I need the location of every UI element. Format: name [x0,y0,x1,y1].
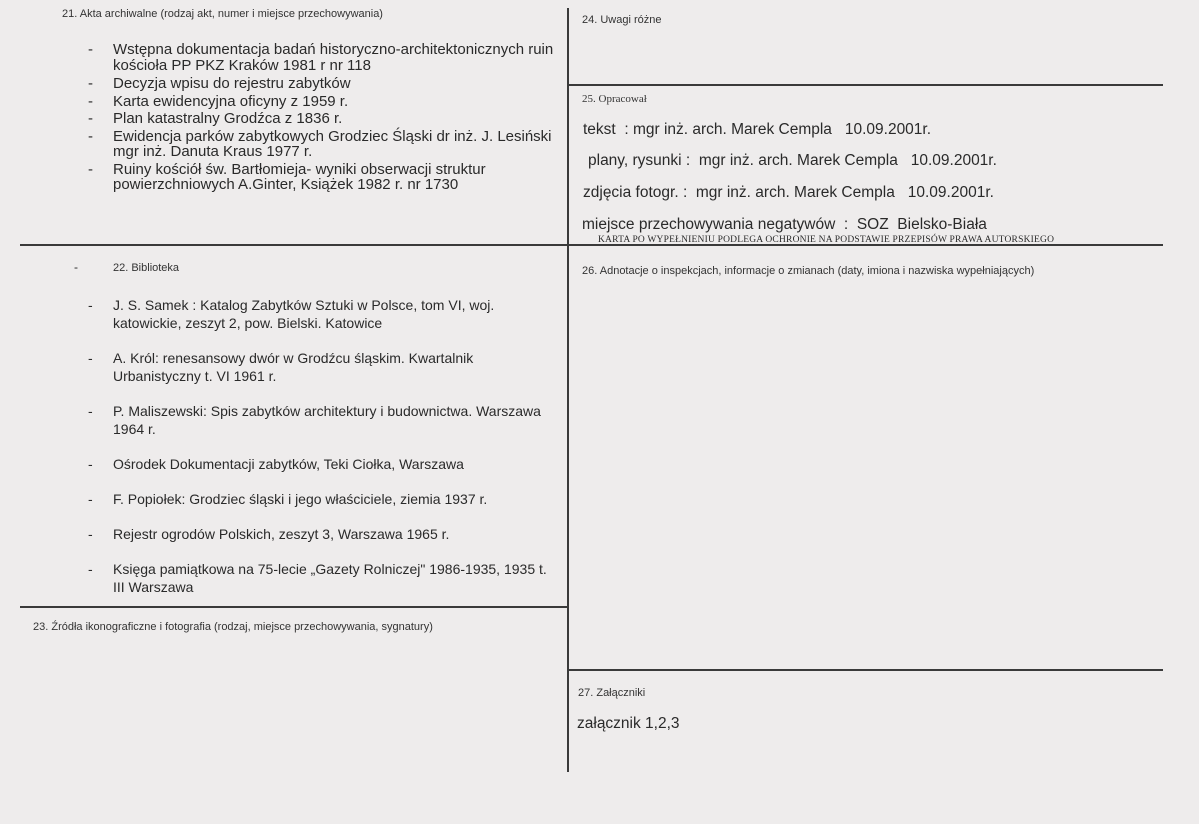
archive-list [88,42,558,195]
list-item: - Ośrodek Dokumentacji zabytków, Teki Ciołka, Warszawa [88,456,464,472]
list-item: - Księga pamiątkowa na 75-lecie „Gazety Rolniczej" 1986-1935, 1935 t. III Warszawa [88,561,547,595]
list-item: - Wstępna dokumentacja badań historyczno-architektonicznych ruin kościoła PP PKZ Kraków 1981 r nr 118 [88,41,554,74]
list-item: - F. Popiołek: Grodziec śląski i jego właściciele, ziemia 1937 r. [88,491,488,507]
negatives-storage-line: miejsce przechowywania negatywów : SOZ Bielsko-Biała [582,216,987,233]
attachments-value: załącznik 1,2,3 [577,715,680,732]
prepared-photos-line: zdjęcia fotogr. : mgr inż. arch. Marek Cempla 10.09.2001r. [583,184,994,201]
list-item: - J. S. Samek : Katalog Zabytków Sztuki w Polsce, tom VI, woj. katowickie, zeszyt 2, pow. Bielski. Katowice [88,297,495,331]
prepared-text-line: tekst : mgr inż. arch. Marek Cempla 10.09.2001r. [583,121,932,138]
library-section-title: 22. Biblioteka [113,262,180,274]
sources-section-title: 23. Źródła ikonograficzne i fotografia (rodzaj, miejsce przechowywania, sygnatury) [33,621,433,633]
list-item: - Karta ewidencyjna oficyny z 1959 r. [88,92,349,110]
prepared-plans-line: plany, rysunki : mgr inż. arch. Marek Cempla 10.09.2001r. [588,152,997,169]
inspections-section-title: 26. Adnotacje o inspekcjach, informacje o zmianach (daty, imiona i nazwiska wypełniających) [582,265,1035,277]
list-item: - Decyzja wpisu do rejestru zabytków [88,75,351,92]
list-item: - Plan katastralny Grodźca z 1836 r. [88,110,343,127]
center-divider [567,8,569,772]
list-item: - Ruiny kościół św. Bartłomieja- wyniki obserwacji struktur powierzchniowych A.Ginter, Książek 1982 r. nr 1730 [88,160,486,193]
list-item: - Ewidencja parków zabytkowych Grodziec Śląski dr inż. J. Lesiński mgr inż. Danuta Kraus 1977 r. [88,127,552,160]
list-item: - P. Maliszewski: Spis zabytków architektury i budownictwa. Warszawa 1964 r. [88,403,541,437]
list-item: - Rejestr ogrodów Polskich, zeszyt 3, Warszawa 1965 r. [88,526,450,542]
divider-top-right [569,84,1163,86]
divider-right-lower [569,669,1163,671]
copyright-note: KARTA PO WYPEŁNIENIU PODLEGA OCHRONIE NA PODSTAWIE PRZEPISÓW PRAWA AUTORSKIEGO [598,235,1055,245]
attachments-section-title: 27. Załączniki [578,687,646,699]
library-dash: - [74,260,78,274]
library-list [88,296,558,613]
prepared-section-title: 25. Opracował [582,93,647,105]
archive-section-title: 21. Akta archiwalne (rodzaj akt, numer i miejsce przechowywania) [62,8,383,20]
list-item: - A. Król: renesansowy dwór w Grodźcu śląskim. Kwartalnik Urbanistyczny t. VI 1961 r. [88,350,474,384]
remarks-section-title: 24. Uwagi różne [582,14,662,26]
